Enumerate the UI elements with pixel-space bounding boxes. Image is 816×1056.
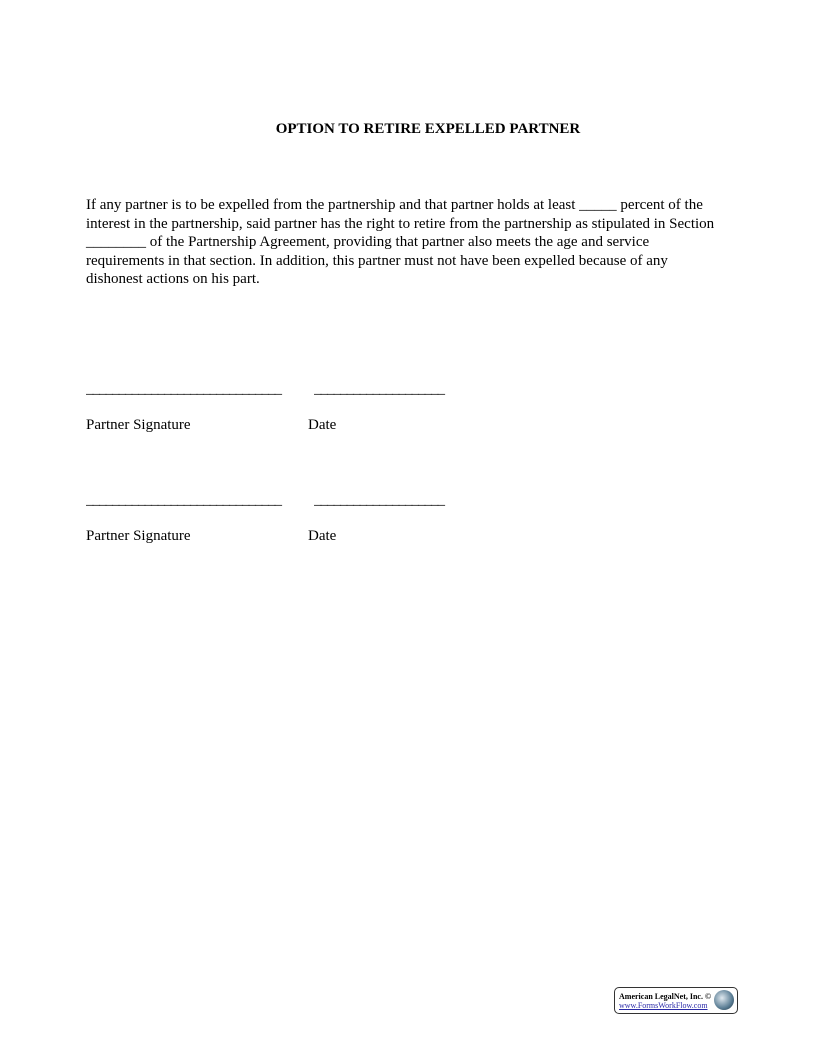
- footer-logo: [614, 987, 738, 1014]
- date-label: Date: [308, 528, 337, 544]
- paragraph-line: ________ of the Partnership Agreement, providing that partner also meets the age and service: [86, 234, 650, 250]
- globe-icon: [714, 990, 734, 1010]
- date-line[interactable]: ____________________: [314, 381, 444, 397]
- document-title: OPTION TO RETIRE EXPELLED PARTNER: [275, 121, 581, 137]
- paragraph-line: interest in the partnership, said partner has the right to retire from the partnership as stipulated in Section: [86, 215, 715, 232]
- paragraph-line: requirements in that section. In addition, this partner must not have been expelled because of any: [86, 252, 668, 269]
- signature-line[interactable]: ______________________________: [86, 492, 281, 508]
- signature-label: Partner Signature: [86, 528, 191, 544]
- paragraph-line: dishonest actions on his part.: [86, 271, 260, 287]
- signature-label: Partner Signature: [86, 417, 191, 433]
- body-paragraph: [86, 196, 776, 289]
- date-label: Date: [308, 417, 337, 433]
- date-line[interactable]: ____________________: [314, 492, 444, 508]
- paragraph-line: If any partner is to be expelled from the partnership and that partner holds at least _____ percent of the: [86, 197, 703, 213]
- footer-url-link[interactable]: www.FormsWorkFlow.com: [619, 1001, 708, 1010]
- footer-company: American LegalNet, Inc. ©: [619, 992, 711, 1001]
- signature-line[interactable]: ______________________________: [86, 381, 281, 397]
